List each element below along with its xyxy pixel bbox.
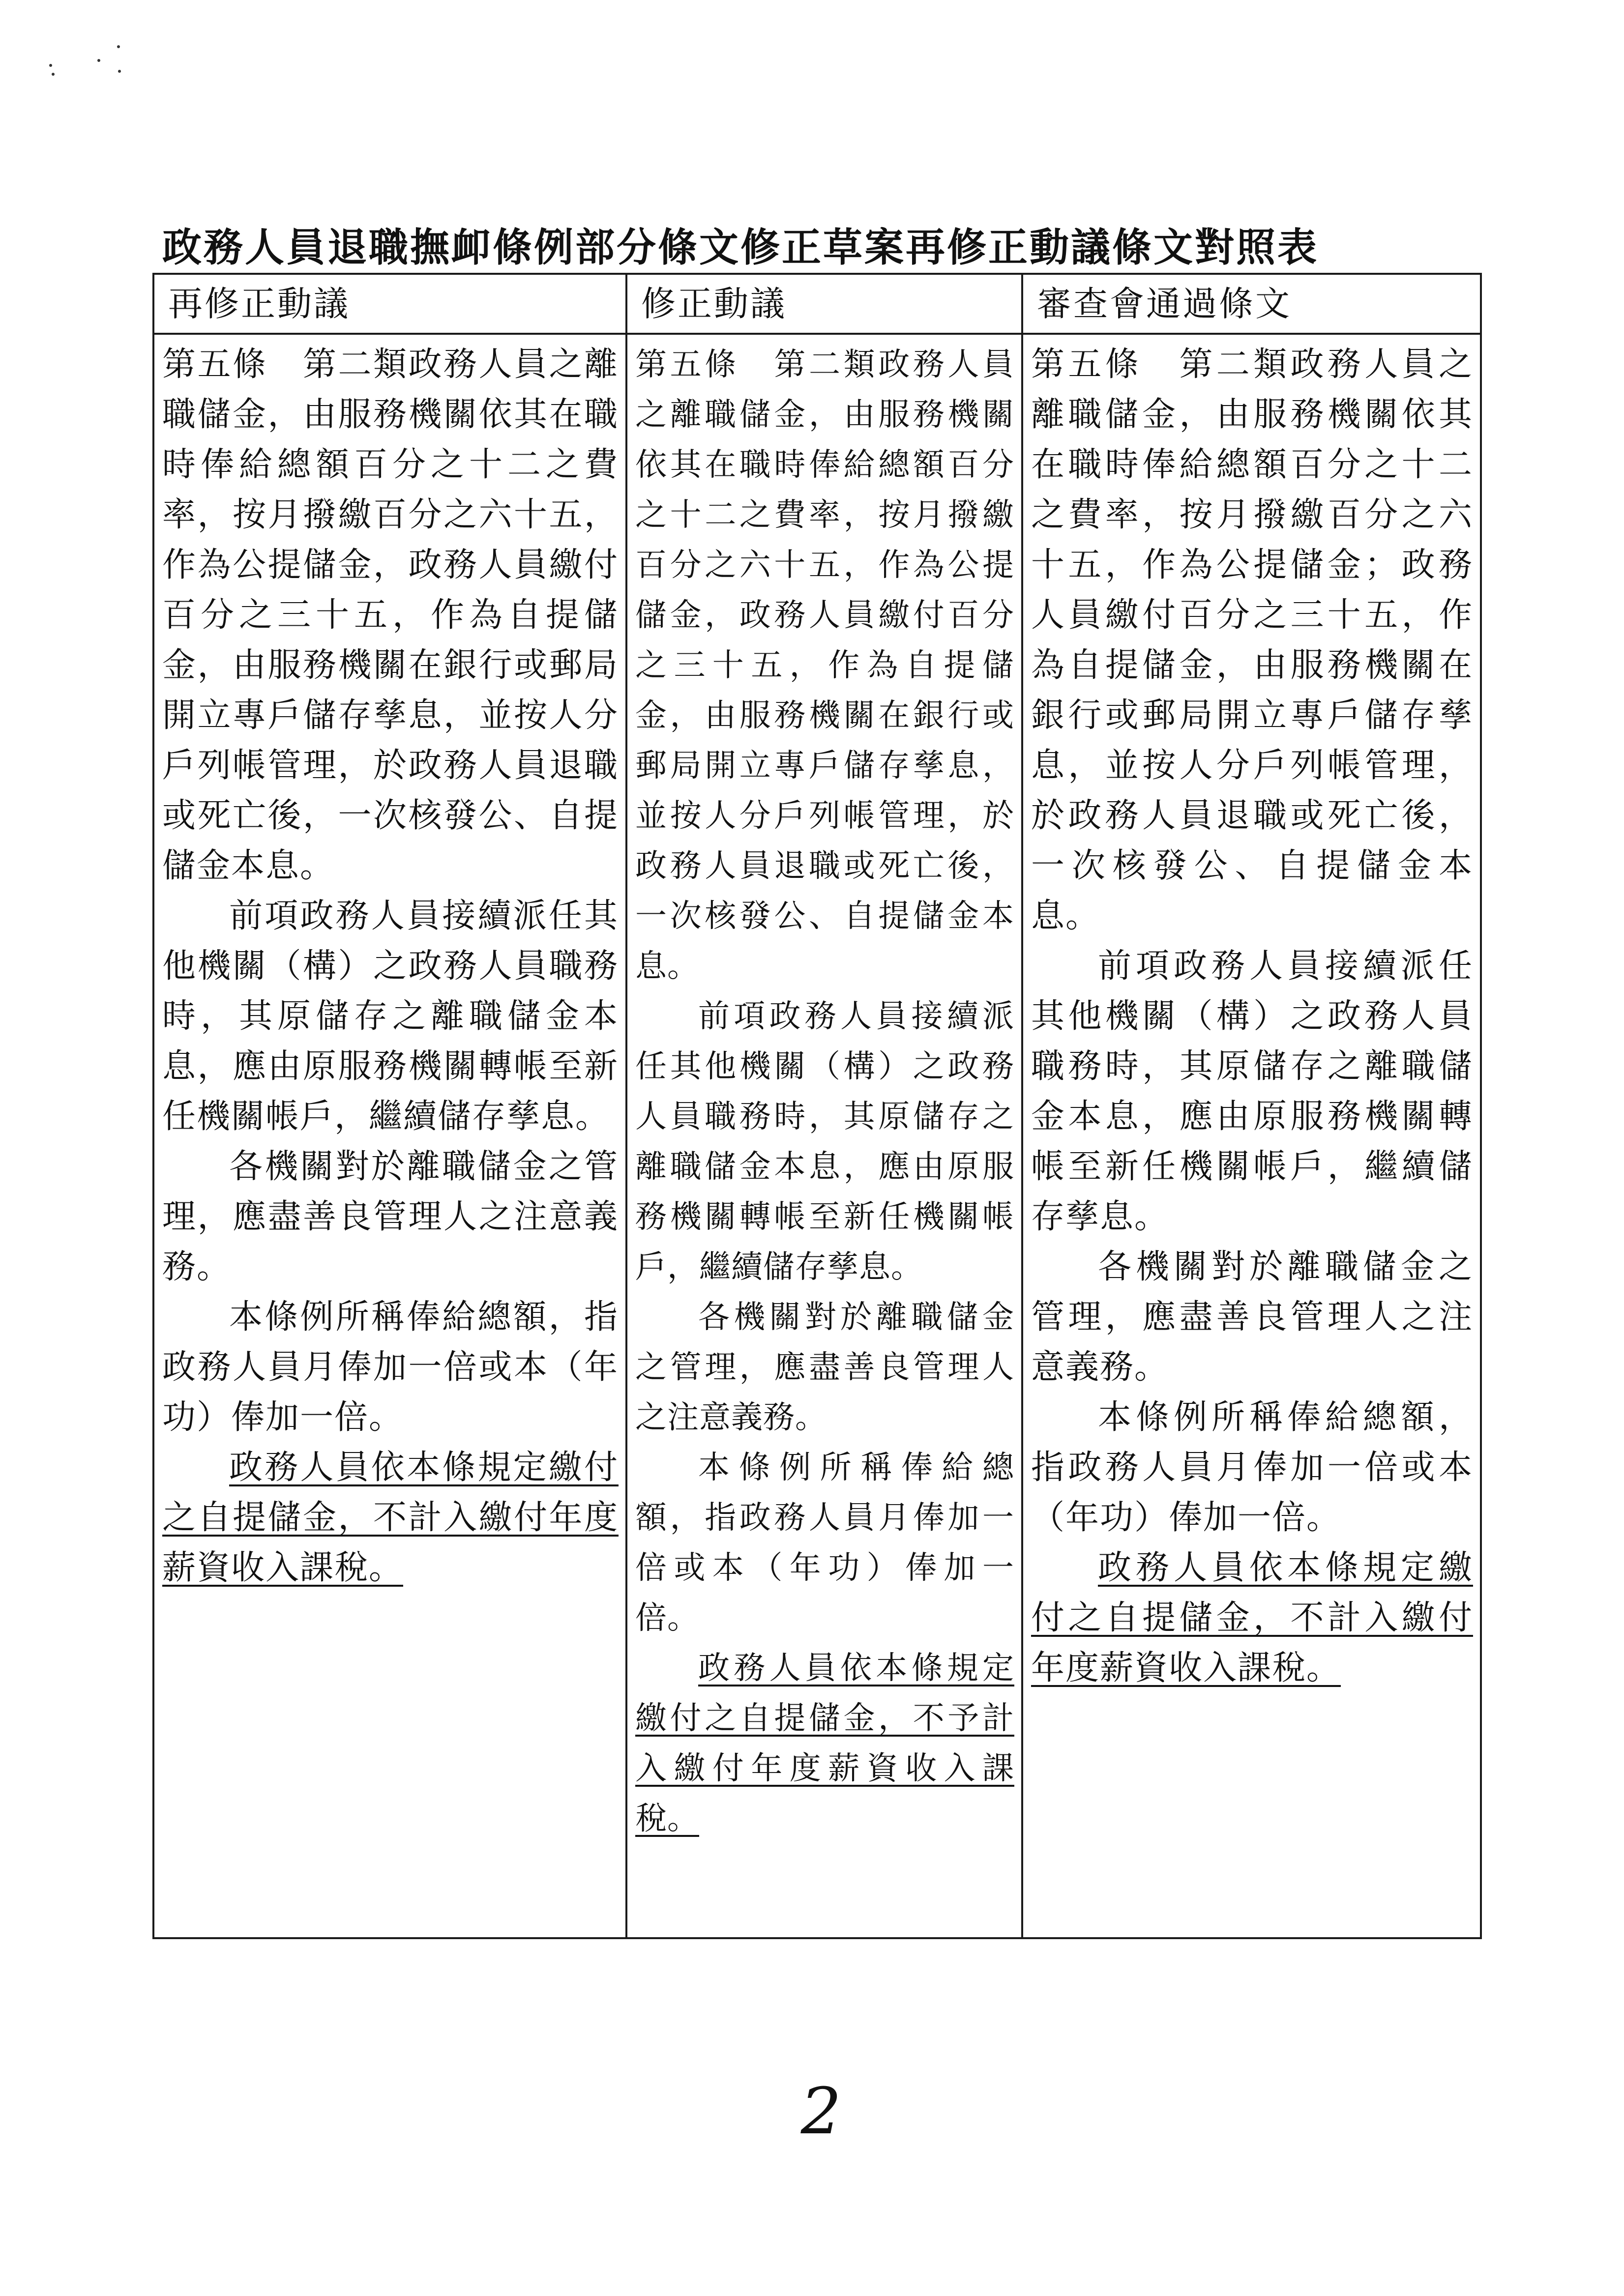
scan-speck — [118, 70, 121, 73]
scan-speck — [97, 59, 100, 62]
article-paragraph: 各機關對於離職儲金之管理，應盡善良管理人之注意義務。 — [162, 1147, 619, 1286]
scan-specks — [44, 44, 143, 84]
article-paragraph: 各機關對於離職儲金之管理，應盡善良管理人之注意義務。 — [635, 1299, 1014, 1436]
scan-speck — [117, 45, 120, 48]
header-committee-text: 審查會通過條文 — [1022, 274, 1481, 334]
page-number: 2 — [800, 2074, 842, 2149]
added-paragraph: 政務人員依本條規定繳付之自提儲金，不計入繳付年度薪資收入課稅。 — [1031, 1548, 1473, 1687]
article-paragraph: 前項政務人員接續派任其他機關（構）之政務人員職務時，其原儲存之離職儲金本息，應由原服務機關轉帳至新任機關帳戶，繼續儲存孳息。 — [635, 998, 1014, 1285]
table-header-row — [153, 274, 1481, 334]
article-paragraph: 前項政務人員接續派任其他機關（構）之政務人員職務時，其原儲存之離職儲金本息，應由原服務機關轉帳至新任機關帳戶，繼續儲存孳息。 — [1031, 947, 1473, 1236]
article-paragraph: 第五條 第二類政務人員之離職儲金，由服務機關依其在職時俸給總額百分之十二之費率，按月撥繳百分之六十五，作為公提儲金；政務人員繳付百分之三十五，作為自提儲金，由服務機關在銀行或郵局開立專戶儲存孳息，並按人分戶列帳管理，於政務人員退職或死亡後，一次核發公、自提儲金本息。 — [1031, 345, 1473, 935]
scan-speck — [49, 64, 52, 67]
article-paragraph: 本條例所稱俸給總額，指政務人員月俸加一倍或本（年功）俸加一倍。 — [162, 1298, 619, 1437]
header-re-amendment: 再修正動議 — [153, 274, 626, 334]
document-title: 政務人員退職撫卹條例部分條文修正草案再修正動議條文對照表 — [162, 224, 1319, 270]
amendment-cell — [626, 334, 1022, 1938]
committee-text-cell — [1022, 334, 1481, 1938]
header-amendment: 修正動議 — [626, 274, 1022, 334]
article-paragraph: 本條例所稱俸給總額，指政務人員月俸加一倍或本（年功）俸加一倍。 — [1031, 1398, 1473, 1537]
article-paragraph: 第五條 第二類政務人員之離職儲金，由服務機關依其在職時俸給總額百分之十二之費率，按月撥繳百分之六十五，作為公提儲金，政務人員繳付百分之三十五，作為自提儲金，由服務機關在銀行或郵局開立專戶儲存孳息，並按人分戶列帳管理，於政務人員退職或死亡後，一次核發公、自提儲金本息。 — [635, 347, 1014, 985]
article-paragraph: 本條例所稱俸給總額，指政務人員月俸加一倍或本（年功）俸加一倍。 — [635, 1450, 1014, 1636]
article-paragraph: 各機關對於離職儲金之管理，應盡善良管理人之注意義務。 — [1031, 1248, 1473, 1387]
scan-speck — [52, 73, 55, 76]
re-amendment-cell — [153, 334, 626, 1938]
added-paragraph: 政務人員依本條規定繳付之自提儲金，不予計入繳付年度薪資收入課稅。 — [635, 1650, 1014, 1837]
comparison-table — [152, 273, 1482, 1939]
article-paragraph: 前項政務人員接續派任其他機關（構）之政務人員職務時，其原儲存之離職儲金本息，應由原服務機關轉帳至新任機關帳戶，繼續儲存孳息。 — [162, 897, 619, 1136]
table-row — [153, 334, 1481, 1938]
article-paragraph: 第五條 第二類政務人員之離職儲金，由服務機關依其在職時俸給總額百分之十二之費率，按月撥繳百分之六十五，作為公提儲金，政務人員繳付百分之三十五，作為自提儲金，由服務機關在銀行或郵局開立專戶儲存孳息，並按人分戶列帳管理，於政務人員退職或死亡後，一次核發公、自提儲金本息。 — [162, 345, 619, 885]
added-paragraph: 政務人員依本條規定繳付之自提儲金，不計入繳付年度薪資收入課稅。 — [162, 1448, 619, 1587]
